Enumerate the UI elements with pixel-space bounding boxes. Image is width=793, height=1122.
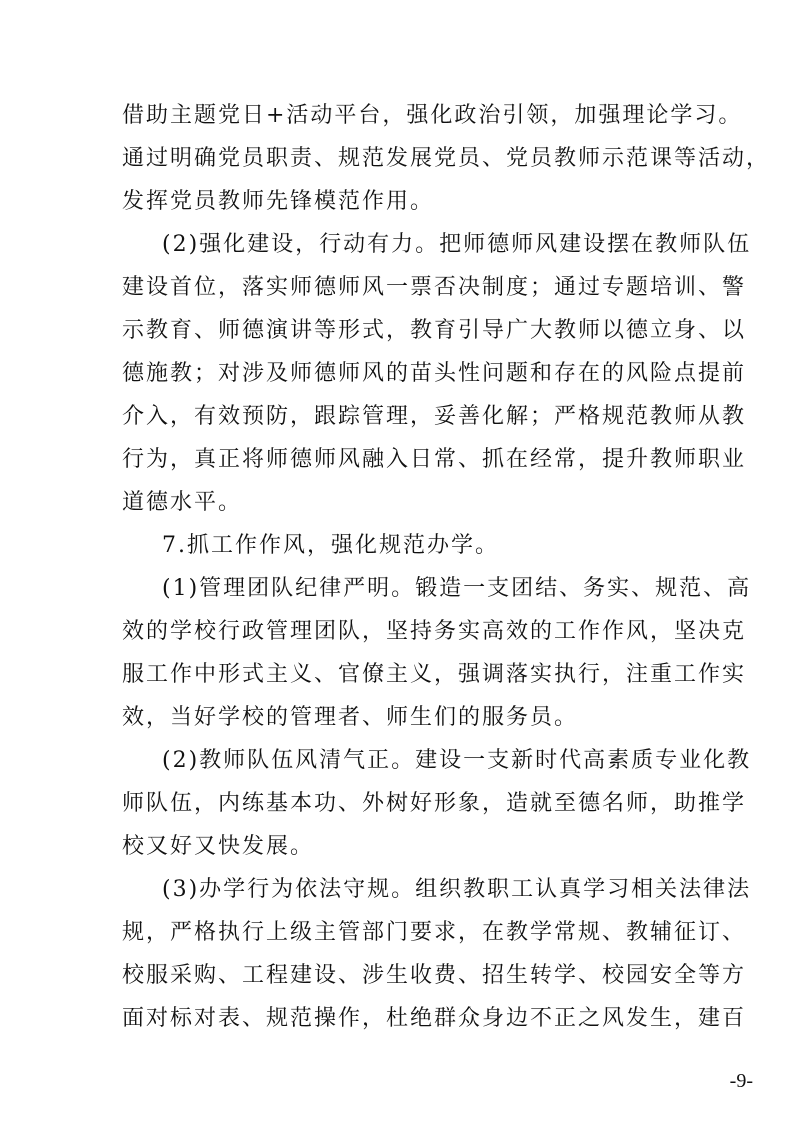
text-line: 通过明确党员职责、规范发展党员、党员教师示范课等活动， bbox=[122, 146, 771, 171]
paragraph-start-line: (2)教师队伍风清气正。建设一支新时代高素质专业化教 bbox=[162, 748, 752, 773]
text-line: 发挥党员教师先锋模范作用。 bbox=[122, 189, 435, 214]
paragraph-start-line: (3)办学行为依法守规。组织教职工认真学习相关法律法 bbox=[162, 877, 752, 902]
text-line: 建设首位，落实师德师风一票否决制度；通过专题培训、警 bbox=[122, 275, 747, 300]
text-line: 校又好又快发展。 bbox=[122, 834, 315, 859]
text-line: 师队伍，内练基本功、外树好形象，造就至德名师，助推学 bbox=[122, 791, 747, 816]
text-line: 借助主题党日+活动平台，强化政治引领，加强理论学习。 bbox=[122, 103, 743, 128]
text-line: 德施教；对涉及师德师风的苗头性问题和存在的风险点提前 bbox=[122, 361, 747, 386]
text-line: 校服采购、工程建设、涉生收费、招生转学、校园安全等方 bbox=[122, 963, 747, 988]
page-number: -9- bbox=[729, 1070, 753, 1092]
text-line: 效的学校行政管理团队，坚持务实高效的工作作风，坚决克 bbox=[122, 619, 747, 644]
text-line: 规，严格执行上级主管部门要求，在教学常规、教辅征订、 bbox=[122, 920, 747, 945]
text-line: 效，当好学校的管理者、师生们的服务员。 bbox=[122, 705, 579, 730]
text-line: 道德水平。 bbox=[122, 490, 243, 515]
text-line: 介入，有效预防，跟踪管理，妥善化解；严格规范教师从教 bbox=[122, 404, 747, 429]
text-line: 面对标对表、规范操作，杜绝群众身边不正之风发生，建百 bbox=[122, 1006, 747, 1031]
text-line: 示教育、师德演讲等形式，教育引导广大教师以德立身、以 bbox=[122, 318, 747, 343]
body-text bbox=[122, 94, 771, 1040]
text-line: 行为，真正将师德师风融入日常、抓在经常，提升教师职业 bbox=[122, 447, 747, 472]
text-line: 服工作中形式主义、官僚主义，强调落实执行，注重工作实 bbox=[122, 662, 747, 687]
paragraph-start-line: (1)管理团队纪律严明。锻造一支团结、务实、规范、高 bbox=[162, 576, 752, 601]
section-heading: 7.抓工作作风，强化规范办学。 bbox=[162, 533, 499, 558]
paragraph-start-line: (2)强化建设，行动有力。把师德师风建设摆在教师队伍 bbox=[162, 232, 752, 257]
